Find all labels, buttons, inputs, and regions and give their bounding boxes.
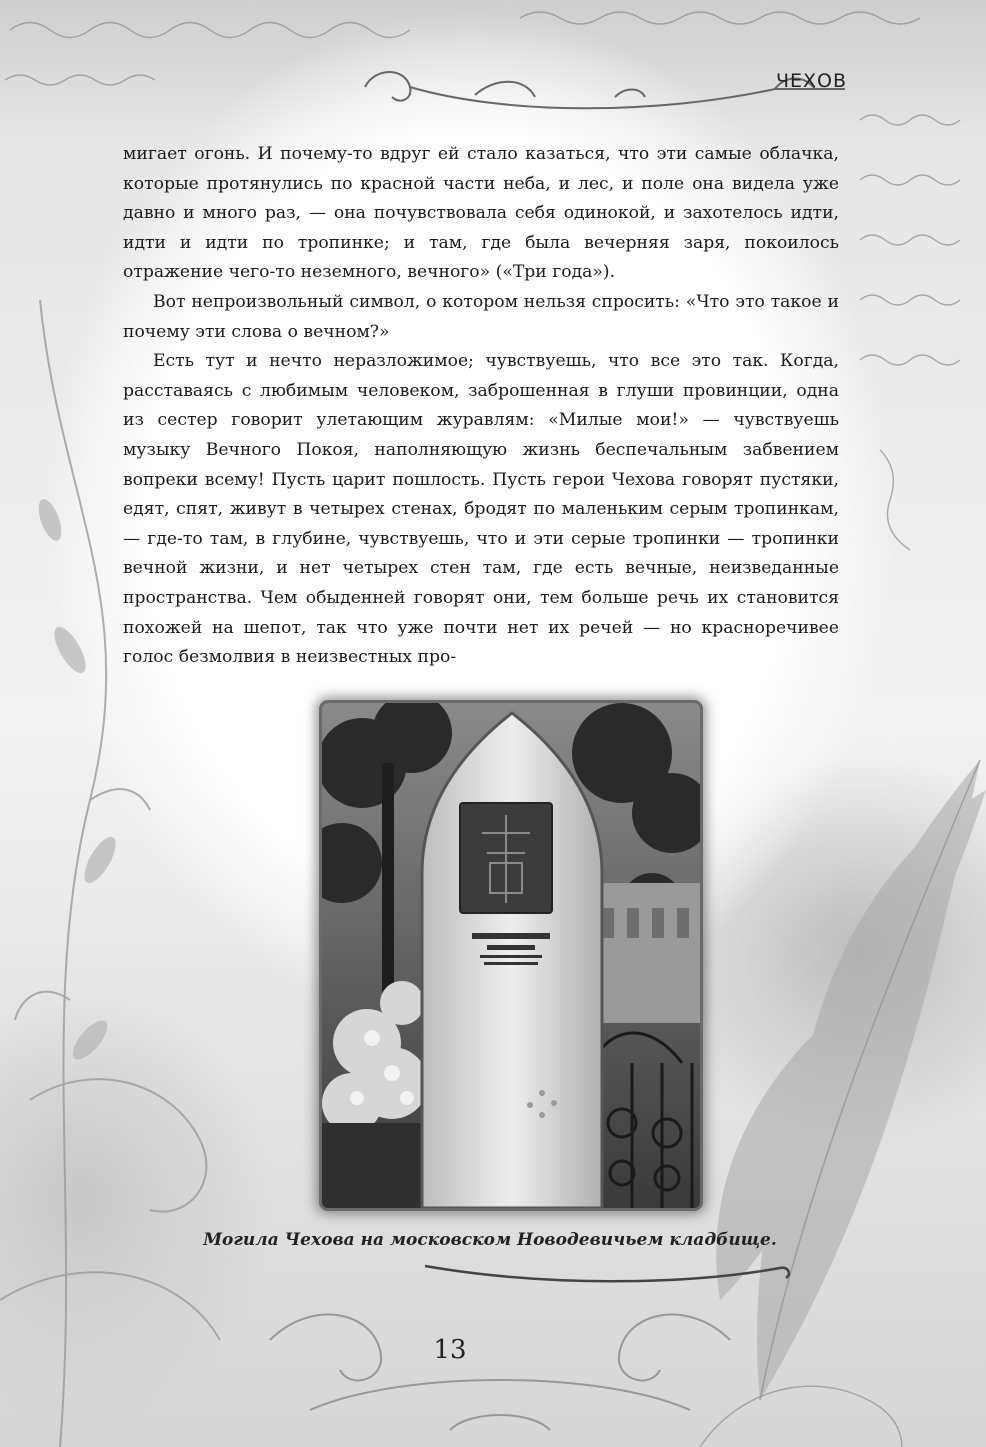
paragraph: Вот непроизвольный символ, о котором нельзя спросить: «Что это такое и почему эти слова о вечном?» xyxy=(123,291,839,342)
footer-flourish xyxy=(250,1280,750,1440)
photo-caption: Могила Чехова на московском Новодевичьем кладбище. xyxy=(203,1230,777,1250)
grave-illustration xyxy=(322,703,700,1208)
paragraph: Есть тут и нечто неразложимое; чувствуешь, что все это так. Когда, расставаясь с любимым человеком, заброшенная в глуши провинции, одна из сестер говорит улетающим журавлям: «Милые мои!» — чувствуешь музыку Вечного Покоя, наполняющую жизнь беспечальным забвением вопреки всему! Пусть царит пошлость. Пусть герои Чехова говорят пустяки, едят, спят, живут в четырех стенах, бродят по маленьким серым тропинкам, — где-то там, в глубине, чувствуешь, что и эти серые тропинки — тропинки вечной жизни, и нет четырех стен там, где есть вечные, неизведанные пространства. Чем обыденней говорят они, тем больше речь их становится похожей на шепот, так что уже почти нет их речей — но красноречивее голос безмолвия в неизвестных про- xyxy=(123,351,839,668)
body-text xyxy=(123,140,839,673)
paragraph: мигает огонь. И почему-то вдруг ей стало казаться, что эти самые облачка, которые протянулись по красной части неба, и лес, и поле она видела уже давно и много раз, — она почувствовала себя одинокой, и захотелось идти, идти и идти по тропинке; и там, где была вечерняя заря, покоилось отражение чего-то неземного, вечного» («Три года»). xyxy=(123,144,839,283)
running-head: ЧЕХОВ xyxy=(776,70,848,92)
grave-photo xyxy=(322,703,700,1208)
page-number: 13 xyxy=(433,1335,467,1365)
